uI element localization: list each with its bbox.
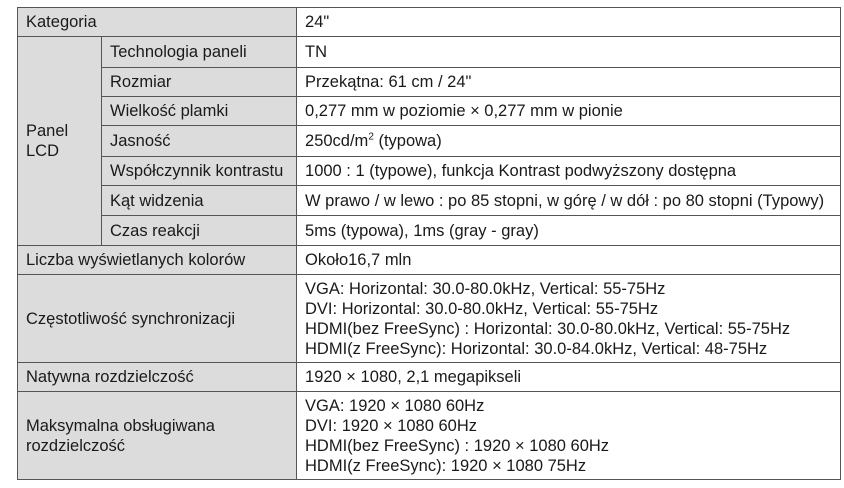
- max-resolution-line: HDMI(z FreeSync): 1920 × 1080 75Hz: [305, 456, 587, 475]
- panel-lcd-label-line2: LCD: [26, 142, 60, 160]
- row-label: Wielkość plamki: [102, 97, 297, 126]
- max-resolution-line: DVI: 1920 × 1080 60Hz: [305, 416, 478, 435]
- brightness-prefix: 250cd/m: [305, 132, 369, 150]
- sync-line: VGA: Horizontal: 30.0-80.0kHz, Vertical: 55-75Hz: [305, 279, 666, 298]
- table-row: [18, 186, 841, 216]
- table-row: [18, 157, 841, 186]
- native-resolution-value: 1920 × 1080, 2,1 megapikseli: [297, 363, 841, 392]
- row-value: 1000 : 1 (typowe), funkcja Kontrast podwyższony dostępna: [297, 157, 841, 186]
- max-resolution-line: VGA: 1920 × 1080 60Hz: [305, 396, 485, 415]
- brightness-suffix: (typowa): [373, 132, 442, 150]
- row-label: Czas reakcji: [102, 216, 297, 246]
- row-value: Przekątna: 61 cm / 24": [297, 68, 841, 97]
- table-row: [18, 216, 841, 246]
- table-row-sync: [18, 275, 841, 363]
- row-label: Kąt widzenia: [102, 186, 297, 216]
- row-value: TN: [297, 37, 841, 68]
- panel-lcd-label: [18, 37, 102, 246]
- table-row: [18, 37, 841, 68]
- panel-lcd-label-line1: Panel: [26, 122, 69, 140]
- sync-line: DVI: Horizontal: 30.0-80.0kHz, Vertical: 55-75Hz: [305, 299, 659, 318]
- row-value: 5ms (typowa), 1ms (gray - gray): [297, 216, 841, 246]
- spec-table: [17, 7, 841, 480]
- table-row-colors: [18, 246, 841, 275]
- native-resolution-label: Natywna rozdzielczość: [18, 363, 297, 392]
- row-label: Technologia paneli: [102, 37, 297, 68]
- row-label: Rozmiar: [102, 68, 297, 97]
- row-value: W prawo / w lewo : po 85 stopni, w górę / w dół : po 80 stopni (Typowy): [297, 186, 841, 216]
- table-row: [18, 97, 841, 126]
- table-row: [18, 68, 841, 97]
- row-label: Jasność: [102, 126, 297, 157]
- colors-value: Około16,7 mln: [297, 246, 841, 275]
- category-value: 24": [297, 8, 841, 37]
- sync-values: [297, 275, 841, 363]
- sync-line: HDMI(bez FreeSync) : Horizontal: 30.0-80.0kHz, Vertical: 55-75Hz: [305, 319, 791, 338]
- row-value: 0,277 mm w poziomie × 0,277 mm w pionie: [297, 97, 841, 126]
- sync-line: HDMI(z FreeSync): Horizontal: 30.0-84.0kHz, Vertical: 48-75Hz: [305, 339, 768, 358]
- max-resolution-line: HDMI(bez FreeSync) : 1920 × 1080 60Hz: [305, 436, 610, 455]
- row-value: [297, 126, 841, 157]
- table-row-native-resolution: [18, 363, 841, 392]
- sync-label: Częstotliwość synchronizacji: [18, 275, 297, 363]
- colors-label: Liczba wyświetlanych kolorów: [18, 246, 297, 275]
- max-resolution-values: [297, 392, 841, 480]
- table-row-max-resolution: [18, 392, 841, 480]
- row-label: Współczynnik kontrastu: [102, 157, 297, 186]
- max-resolution-label-line1: Maksymalna obsługiwana: [26, 416, 215, 435]
- table-row: [18, 126, 841, 157]
- brightness-superscript: 2: [368, 131, 374, 143]
- max-resolution-label-line2: rozdzielczość: [26, 436, 126, 455]
- table-row-category: [18, 8, 841, 37]
- category-label: Kategoria: [18, 8, 297, 37]
- max-resolution-label: [18, 392, 297, 480]
